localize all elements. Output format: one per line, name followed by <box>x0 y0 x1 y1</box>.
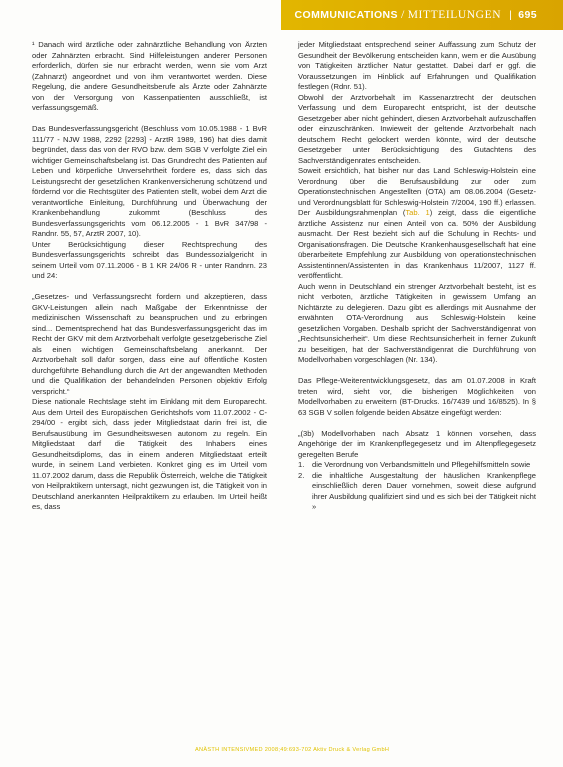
paragraph: Unter Berücksichtigung dieser Rechtsprechung des Bundesverfassungsgerichts schreibt das Bundessozialgericht in seinem Urteil vom 07.11.2006 - B 1 KR 24/06 R - unter Randnrn. 23 und 24: <box>32 239 267 280</box>
section-title-en: COMMUNICATIONS <box>294 9 398 21</box>
page-number: 695 <box>518 9 537 21</box>
paragraph <box>298 166 536 282</box>
paragraph-gap <box>32 282 267 293</box>
slash-divider: / <box>400 7 405 21</box>
section-title-de: MITTEILUNGEN <box>407 9 502 21</box>
right-column <box>298 40 536 513</box>
paragraph-text: Soweit ersichtlich, hat bisher nur das Land Schleswig-Holstein eine Verordnung über die Berufsausbildung zur oder zum Operationstechnischen Angestellten (OTA) am 08.06.2004 (Gesetz- und Verordnungsblatt für Schleswig-Holstein 7/2004, 190 ff.) erlassen. Der Ausbildungsrahmenplan ( <box>298 166 536 217</box>
paragraph-gap <box>298 418 536 429</box>
list-item-text: die Verordnung von Verbandsmitteln und Pflegehilfsmitteln sowie <box>312 460 531 469</box>
paragraph-gap <box>298 366 536 377</box>
paragraph: Diese nationale Rechtslage steht im Einklang mit dem Europarecht. Aus dem Urteil des Europäischen Gerichtshofs vom 11.07.2002 - C-294/00 - ergibt sich, dass jeder Mitgliedstaat darin frei ist, die Berufsausübung im Gesundheitswesen autonom zu regeln. Ein Mitgliedstaat darf die Tätigkeit des Inhabers eines Gesundheitsdiploms, das in einem anderen Mitgliedstaat erteilt wurde, in seinem Land verbieten. Konkret ging es im Urteil vom 11.07.2002 darum, dass die Republik Österreich, welche die Tätigkeit von Heilpraktikern untersagt, nicht gezwungen ist, die Tätigkeit von in Deutschland anerkannten Heilpraktikern zu erlauben. Im Urteil heißt es, dass <box>32 397 267 511</box>
quote-paragraph: „(3b) Modellvorhaben nach Absatz 1 können vorsehen, dass Angehörige der im Krankenpflegegesetz und im Altenpflegegesetz geregelten Berufe <box>298 428 536 459</box>
page-footer: ANÄSTH INTENSIVMED 2008;49:693-702 Aktiv Druck & Verlag GmbH <box>195 747 390 753</box>
left-column <box>32 40 267 513</box>
list-number: 1. <box>298 460 305 469</box>
running-header <box>295 7 537 22</box>
list-item-text: die inhaltliche Ausgestaltung der häuslichen Krankenpflege einschließlich deren Dauer vornehmen, soweit diese aufgrund ihrer Ausbildung qualifiziert sind und es sich bei der Tätigkeit nicht » <box>312 470 536 511</box>
paragraph: Obwohl der Arztvorbehalt im Kassenarztrecht der deutschen Verfassung und dem Europarecht entspricht, ist der deutsche Gesetzgeber aber nicht gehindert, diesen Arztvorbehalt aufzuschaffen oder einzuschränken. Inwieweit der geltende Arztvorbehalt nach deutschem Recht gelockert werden könnte, wird der deutsche Gesetzgeber unter Berücksichtigung des Gutachtens des Sachverständigenrates entscheiden. <box>298 92 536 165</box>
list-item <box>298 460 536 471</box>
pipe-divider: | <box>509 9 513 21</box>
paragraph: jeder Mitgliedstaat entsprechend seiner Auffassung zum Schutz der Gesundheit der Bevölkerung entscheiden kann, wem er die Ausübung von Tätigkeiten ärztlicher Natur gestattet. Dabei darf er ggf. die Voraussetzungen im Hinblick auf Erfahrungen und Qualifikation festlegen (Rdnr. 51). <box>298 40 536 91</box>
table-reference-link[interactable]: Tab. 1 <box>405 208 430 217</box>
paragraph: Auch wenn in Deutschland ein strenger Arztvorbehalt besteht, ist es nicht verboten, ärztliche Tätigkeiten in gewissem Umfang an Nichtärzte zu delegieren. Dazu gibt es allerdings mit Ausnahme der erwähnten OTA-Verordnung aus Schleswig-Holstein keine gesetzlichen Vorgaben. Deshalb spricht der Sachverständigenrat von „Rechtsunsicherheit“. Um diese Rechtsunsicherheit in ferner Zukunft zu beseitigen, hat der Sachverständigenrat die Durchführung von Modellvorhaben vorgeschlagen (Nr. 134). <box>298 281 536 364</box>
list-item <box>298 471 536 513</box>
paragraph-gap <box>32 114 267 125</box>
header-bar <box>281 0 563 30</box>
paragraph: Das Pflege-Weiterentwicklungsgesetz, das am 01.07.2008 in Kraft treten wird, sieht vor, die bisherigen Möglichkeiten von Modellvorhaben zu erweitern (BT-Drucks. 16/7439 und 16/8525). In § 63 SGB V sollen folgende beiden Absätze eingefügt werden: <box>298 376 536 417</box>
numbered-list <box>298 460 536 513</box>
paragraph-text: ) zeigt, dass die eigentliche ärztliche Assistenz nur einen Anteil von ca. 50% der Ausbildung ausmacht. Der Rest bezieht sich auf die Schulung in Rechts- und Organisationsfragen. Die Deutsche Krankenhausgesellschaft hat eine überarbeitete Empfehlung zur Ausbildung von operationstechnischen Assistentinnen/Assistenten in das Krankenhaus 11/2007, 1127 ff. veröffentlicht. <box>298 208 536 280</box>
list-number: 2. <box>298 470 305 480</box>
paragraph: ¹ Danach wird ärztliche oder zahnärztliche Behandlung von Ärzten oder Zahnärzten erbracht. Sind Hilfeleistungen anderer Personen erforderlich, dürfen sie nur erbracht werden, wenn sie vom Arzt (Zahnarzt) angeordnet und von ihm verantwortet werden. Diese Regelung, die andere Gesundheitsberufe als Ärzte oder Zahnärzte von der Versorgung von Kassenpatienten ausschließt, ist verfassungsgemäß. <box>32 40 267 112</box>
quote-paragraph: „Gesetzes- und Verfassungsrecht fordern und akzeptieren, dass GKV-Leistungen allein nach Maßgabe der Erkenntnisse der medizinischen Wissenschaft zu beanspruchen und zu erbringen sind... Dementsprechend hat das Bundesverfassungsgericht das im Recht der GKV mit dem Arztvorbehalt verfolgte gesetzgeberische Ziel als einen wichtigen Gemeinschaftsbelang anerkannt. Der Arztvorbehalt soll dafür sorgen, dass eine auf öffentliche Kosten durchgeführte Behandlung durch die Art der angewandten Methoden und die Qualifikation der behandelnden Personen objektiv Erfolg verspricht.“ <box>32 292 267 396</box>
paragraph: Das Bundesverfassungsgericht (Beschluss vom 10.05.1988 - 1 BvR 111/77 - NJW 1988, 2292 [2293] - ArztR 1989, 196) hat dies damit begründet, dass das von der RVO bzw. dem SGB V verfolgte Ziel ein wichtiger Gemeinschaftsbelang ist. Das Grundrecht des Patienten auf Leben und körperliche Unversehrtheit fordere es, dass sich das Leistungsrecht der gesetzlichen Krankenversicherung schützend und fördernd vor die Rechtsgüter des Patienten stellt, wobei dem Arzt die verantwortliche Einleitung, Durchführung und Überwachung der Krankenbehandlung zukommt (Beschluss des Bundesverfassungsgerichts vom 06.12.2005 - 1 BvR 347/98 - Randnr. 55, 57, ArztR 2007, 10). <box>32 124 267 238</box>
